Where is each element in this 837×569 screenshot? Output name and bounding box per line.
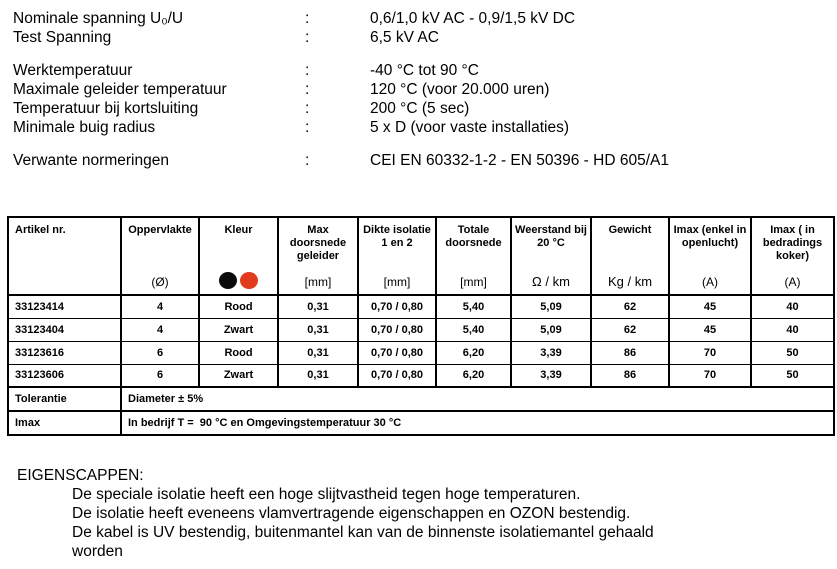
cell-weerstand: 3,39 — [511, 364, 591, 387]
column-unit: (A) — [702, 275, 718, 289]
imax-row — [8, 411, 834, 435]
cell-imax-openlucht: 70 — [669, 364, 751, 387]
cell-imax-openlucht: 45 — [669, 295, 751, 318]
spec-value: 120 °C (voor 20.000 uren) — [370, 81, 550, 98]
cell-weerstand: 5,09 — [511, 295, 591, 318]
column-unit: Ω / km — [532, 274, 570, 289]
cell-oppervlakte: 4 — [121, 295, 199, 318]
column-unit: [mm] — [383, 275, 411, 289]
spec-row — [13, 118, 837, 137]
column-title: Totale doorsnede — [445, 224, 502, 249]
cell-kleur: Zwart — [199, 364, 278, 387]
footer-value: Diameter ± 5% — [121, 387, 834, 411]
article-table — [7, 216, 835, 436]
spec-list — [0, 0, 837, 170]
spec-row — [13, 151, 837, 170]
cell-max-doorsnede: 0,31 — [278, 364, 358, 387]
spec-separator: : — [305, 81, 310, 98]
column-title: Imax (enkel in openlucht) — [673, 224, 747, 249]
cell-artikel-nr: 33123606 — [8, 364, 121, 387]
cell-kleur: Rood — [199, 341, 278, 364]
table-row — [8, 364, 834, 387]
column-header-imax-koker — [751, 217, 834, 295]
column-title: Dikte isolatie 1 en 2 — [363, 224, 431, 249]
spec-label: Maximale geleider temperatuur — [13, 81, 227, 98]
column-title: Kleur — [224, 224, 253, 236]
spec-separator: : — [305, 152, 310, 169]
table-header-row — [8, 217, 834, 295]
spec-group-temperature — [13, 61, 837, 137]
table-row — [8, 295, 834, 318]
spec-row — [13, 80, 837, 99]
column-title: Imax ( in bedradings koker) — [762, 224, 823, 262]
cell-max-doorsnede: 0,31 — [278, 341, 358, 364]
kleur-legend — [202, 271, 275, 289]
column-title: Oppervlakte — [128, 224, 192, 236]
spec-row — [13, 9, 837, 28]
spec-label: Verwante normeringen — [13, 152, 169, 169]
column-header-dikte-isolatie — [358, 217, 436, 295]
spec-value: 6,5 kV AC — [370, 29, 439, 46]
cell-imax-koker: 50 — [751, 341, 834, 364]
cell-artikel-nr: 33123616 — [8, 341, 121, 364]
cell-totale-doorsnede: 6,20 — [436, 341, 511, 364]
cell-max-doorsnede: 0,31 — [278, 295, 358, 318]
cell-artikel-nr: 33123414 — [8, 295, 121, 318]
cell-artikel-nr: 33123404 — [8, 318, 121, 341]
cell-totale-doorsnede: 5,40 — [436, 318, 511, 341]
spec-separator: : — [305, 10, 310, 27]
properties-line: De kabel is UV bestendig, buitenmantel kan van de binnenste isolatiemantel gehaald — [72, 524, 654, 541]
properties-line: De speciale isolatie heeft een hoge slijtvastheid tegen hoge temperaturen. — [72, 486, 581, 503]
table-row — [8, 341, 834, 364]
cell-imax-koker: 40 — [751, 318, 834, 341]
cell-totale-doorsnede: 5,40 — [436, 295, 511, 318]
properties-line: worden — [72, 543, 123, 560]
cell-gewicht: 86 — [591, 364, 669, 387]
column-header-imax-openlucht — [669, 217, 751, 295]
column-header-max-doorsnede — [278, 217, 358, 295]
spec-value: 200 °C (5 sec) — [370, 100, 470, 117]
cell-kleur: Zwart — [199, 318, 278, 341]
black-dot-icon — [219, 272, 237, 289]
cell-gewicht: 62 — [591, 295, 669, 318]
column-title: Artikel nr. — [15, 224, 66, 236]
column-header-totale-doorsnede — [436, 217, 511, 295]
cell-kleur: Rood — [199, 295, 278, 318]
column-title: Gewicht — [608, 224, 652, 236]
spec-group-standards — [13, 151, 837, 170]
tolerantie-row — [8, 387, 834, 411]
spec-label: Test Spanning — [13, 29, 112, 46]
cell-gewicht: 86 — [591, 341, 669, 364]
properties-section — [17, 466, 837, 561]
cell-imax-koker: 40 — [751, 295, 834, 318]
table-row — [8, 318, 834, 341]
cell-dikte-isolatie: 0,70 / 0,80 — [358, 364, 436, 387]
column-unit: (Ø) — [151, 275, 169, 289]
spec-value: -40 °C tot 90 °C — [370, 62, 479, 79]
cell-dikte-isolatie: 0,70 / 0,80 — [358, 295, 436, 318]
spec-label: Temperatuur bij kortsluiting — [13, 100, 199, 117]
footer-label: Imax — [8, 411, 121, 435]
cell-oppervlakte: 6 — [121, 341, 199, 364]
cell-max-doorsnede: 0,31 — [278, 318, 358, 341]
column-unit: Kg / km — [607, 274, 653, 289]
column-unit: [mm] — [304, 275, 332, 289]
column-unit: [mm] — [460, 275, 487, 289]
spec-row — [13, 28, 837, 47]
column-header-oppervlakte — [121, 217, 199, 295]
spec-separator: : — [305, 29, 310, 46]
spec-value: 5 x D (voor vaste installaties) — [370, 119, 569, 136]
cell-imax-openlucht: 70 — [669, 341, 751, 364]
column-title: Weerstand bij 20 °C — [515, 224, 587, 249]
cell-dikte-isolatie: 0,70 / 0,80 — [358, 318, 436, 341]
cell-totale-doorsnede: 6,20 — [436, 364, 511, 387]
cell-weerstand: 5,09 — [511, 318, 591, 341]
spec-value: CEI EN 60332-1-2 - EN 50396 - HD 605/A1 — [370, 152, 669, 169]
footer-value: In bedrijf T = 90 °C en Omgevingstemperatuur 30 °C — [121, 411, 834, 435]
cell-oppervlakte: 4 — [121, 318, 199, 341]
spec-separator: : — [305, 100, 310, 117]
column-header-artikel — [8, 217, 121, 295]
spec-separator: : — [305, 119, 310, 136]
spec-label: Minimale buig radius — [13, 119, 156, 136]
spec-separator: : — [305, 62, 310, 79]
cell-gewicht: 62 — [591, 318, 669, 341]
cell-dikte-isolatie: 0,70 / 0,80 — [358, 341, 436, 364]
cell-imax-koker: 50 — [751, 364, 834, 387]
properties-heading: EIGENSCAPPEN: — [17, 467, 144, 484]
footer-label: Tolerantie — [8, 387, 121, 411]
spec-row — [13, 61, 837, 80]
column-unit: (A) — [784, 275, 801, 289]
spec-row — [13, 99, 837, 118]
spec-value: 0,6/1,0 kV AC - 0,9/1,5 kV DC — [370, 10, 576, 27]
cell-oppervlakte: 6 — [121, 364, 199, 387]
cell-weerstand: 3,39 — [511, 341, 591, 364]
column-title: Max doorsnede geleider — [289, 224, 347, 262]
red-dot-icon — [240, 272, 258, 289]
column-header-kleur — [199, 217, 278, 295]
spec-label: Nominale spanning U₀/U — [13, 10, 184, 27]
properties-line: De isolatie heeft eveneens vlamvertragende eigenschappen en OZON bestendig. — [72, 505, 631, 522]
spec-label: Werktemperatuur — [13, 62, 133, 79]
column-header-weerstand — [511, 217, 591, 295]
column-header-gewicht — [591, 217, 669, 295]
cell-imax-openlucht: 45 — [669, 318, 751, 341]
spec-group-voltage — [13, 9, 837, 47]
